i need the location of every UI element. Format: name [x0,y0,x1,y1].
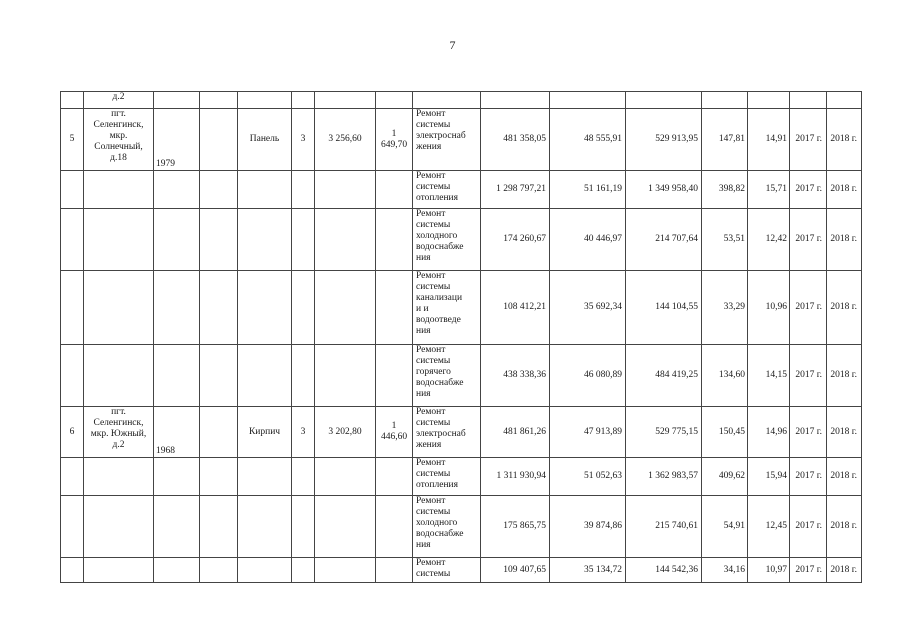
table-row [61,209,862,271]
work-name-cell: Ремонт системы горячего водоснабже ния [413,345,481,407]
end-year-cell: 2018 г. [827,345,862,407]
year-cell: 1968 [154,407,200,458]
per-m2-cell: 134,60 [702,345,748,407]
cost-cell: 174 260,67 [481,209,550,271]
cost-cell: 481 861,26 [481,407,550,458]
material-cell: Кирпич [238,407,292,458]
start-year-cell: 2017 г. [790,271,827,345]
table-row [61,558,862,583]
table-row [61,171,862,209]
cost-cell: 175 865,75 [481,496,550,558]
end-year-cell: 2018 г. [827,171,862,209]
per-m2-cell: 33,29 [702,271,748,345]
table-row [61,407,862,458]
rate-cell: 14,96 [748,407,790,458]
table-row [61,345,862,407]
extra-cost-cell: 48 555,91 [550,109,626,171]
capital-repair-table [60,91,862,583]
start-year-cell: 2017 г. [790,345,827,407]
total-cost-cell: 215 740,61 [626,496,702,558]
extra-cost-cell: 51 052,63 [550,458,626,496]
extra-cost-cell: 40 446,97 [550,209,626,271]
total-cost-cell: 484 419,25 [626,345,702,407]
work-name-cell: Ремонт системы отопления [413,171,481,209]
work-name-cell: Ремонт системы [413,558,481,583]
start-year-cell: 2017 г. [790,109,827,171]
table-row [61,92,862,109]
extra-cost-cell: 46 080,89 [550,345,626,407]
per-m2-cell: 34,16 [702,558,748,583]
table-row [61,458,862,496]
work-name-cell: Ремонт системы канализаци и и водоотведе ния [413,271,481,345]
cost-cell: 438 338,36 [481,345,550,407]
work-name-cell: Ремонт системы холодного водоснабже ния [413,496,481,558]
total-cost-cell: 1 349 958,40 [626,171,702,209]
page-number: 7 [449,38,456,52]
cost-cell: 481 358,05 [481,109,550,171]
cost-cell: 1 311 930,94 [481,458,550,496]
cost-cell: 1 298 797,21 [481,171,550,209]
start-year-cell: 2017 г. [790,171,827,209]
start-year-cell: 2017 г. [790,407,827,458]
rate-cell: 14,15 [748,345,790,407]
extra-cost-cell: 39 874,86 [550,496,626,558]
per-m2-cell: 398,82 [702,171,748,209]
end-year-cell: 2018 г. [827,407,862,458]
table-row [61,271,862,345]
end-year-cell: 2018 г. [827,109,862,171]
start-year-cell: 2017 г. [790,558,827,583]
rate-cell: 12,45 [748,496,790,558]
extra-cost-cell: 35 692,34 [550,271,626,345]
floors-cell: 3 [292,109,315,171]
living-area-cell: 1 649,70 [376,109,413,171]
year-cell: 1979 [154,109,200,171]
per-m2-cell: 53,51 [702,209,748,271]
per-m2-cell: 54,91 [702,496,748,558]
total-area-cell: 3 202,80 [315,407,376,458]
total-cost-cell: 1 362 983,57 [626,458,702,496]
rate-cell: 14,91 [748,109,790,171]
work-name-cell: Ремонт системы электроснаб жения [413,109,481,171]
per-m2-cell: 409,62 [702,458,748,496]
end-year-cell: 2018 г. [827,558,862,583]
end-year-cell: 2018 г. [827,271,862,345]
work-name-cell: Ремонт системы электроснаб жения [413,407,481,458]
rate-cell: 10,96 [748,271,790,345]
material-cell: Панель [238,109,292,171]
table-row [61,109,862,171]
floors-cell: 3 [292,407,315,458]
address-cell: д.2 [84,92,154,109]
end-year-cell: 2018 г. [827,458,862,496]
start-year-cell: 2017 г. [790,458,827,496]
end-year-cell: 2018 г. [827,209,862,271]
row-number-cell: 6 [61,407,84,458]
total-cost-cell: 144 542,36 [626,558,702,583]
rate-cell: 15,71 [748,171,790,209]
total-area-cell: 3 256,60 [315,109,376,171]
table-row [61,496,862,558]
work-name-cell: Ремонт системы холодного водоснабже ния [413,209,481,271]
address-cell: пгт. Селенгинск, мкр. Солнечный, д.18 [84,109,154,171]
row-number-cell: 5 [61,109,84,171]
start-year-cell: 2017 г. [790,496,827,558]
total-cost-cell: 214 707,64 [626,209,702,271]
total-cost-cell: 529 913,95 [626,109,702,171]
work-name-cell: Ремонт системы отопления [413,458,481,496]
per-m2-cell: 147,81 [702,109,748,171]
rate-cell: 15,94 [748,458,790,496]
extra-cost-cell: 35 134,72 [550,558,626,583]
start-year-cell: 2017 г. [790,209,827,271]
extra-cost-cell: 47 913,89 [550,407,626,458]
total-cost-cell: 529 775,15 [626,407,702,458]
cost-cell: 109 407,65 [481,558,550,583]
living-area-cell: 1 446,60 [376,407,413,458]
total-cost-cell: 144 104,55 [626,271,702,345]
end-year-cell: 2018 г. [827,496,862,558]
cost-cell: 108 412,21 [481,271,550,345]
address-cell: пгт. Селенгинск, мкр. Южный, д.2 [84,407,154,458]
rate-cell: 10,97 [748,558,790,583]
per-m2-cell: 150,45 [702,407,748,458]
rate-cell: 12,42 [748,209,790,271]
extra-cost-cell: 51 161,19 [550,171,626,209]
